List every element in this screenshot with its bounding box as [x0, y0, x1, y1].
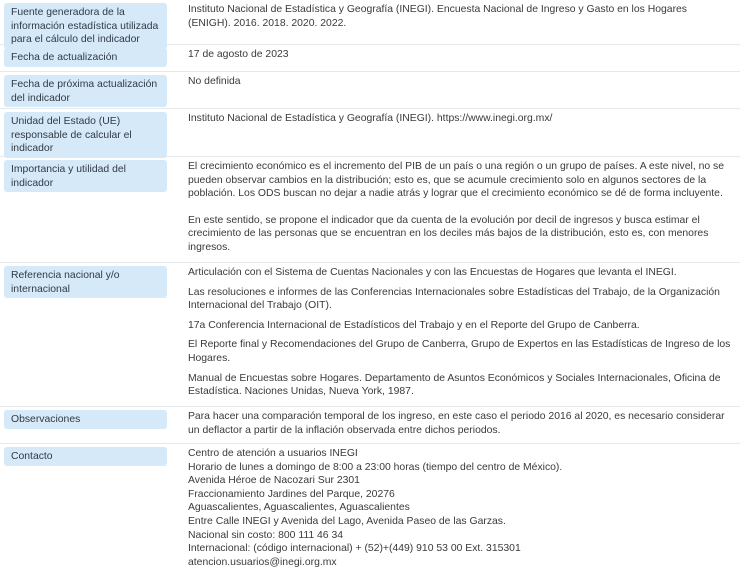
label-contacto: Contacto	[4, 447, 167, 466]
value-proxima-actualizacion: No definida	[188, 76, 241, 87]
contacto-line: Aguascalientes, Aguascalientes, Aguascalientes	[188, 502, 410, 514]
label-referencia: Referencia nacional y/o internacional	[4, 266, 167, 298]
value-fuente: Instituto Nacional de Estadística y Geografía (INEGI). Encuesta Nacional de Ingreso y Gasto en los Hogares (ENIGH). 2016. 2018. 2020. 2022.	[188, 4, 688, 29]
contacto-line: Horario de lunes a domingo de 8:00 a 23:00 horas (tiempo del centro de México).	[188, 461, 563, 473]
referencia-item: El Reporte final y Recomendaciones del Grupo de Canberra, Grupo de Expertos en las Estadísticas de Ingreso de los Hogares.	[188, 339, 731, 364]
value-unidad-estado: Instituto Nacional de Estadística y Geografía (INEGI). https://www.inegi.org.mx/	[188, 113, 553, 124]
contacto-email[interactable]: atencion.usuarios@inegi.org.mx	[188, 556, 337, 568]
contacto-line: Entre Calle INEGI y Avenida del Lago, Avenida Paseo de las Garzas.	[188, 515, 506, 527]
contacto-line: Internacional: (código internacional) + (52)+(449) 910 53 00 Ext. 315301	[188, 543, 521, 555]
importancia-paragraph-1: El crecimiento económico es el incremento del PIB de un país o una región o un grupo de países. A este nivel, no se pueden observar cambios en la distribución; esto es, que se acumule crecimiento solo en algunos sectores de la población. Los ODS buscan no dejar a nadie atrás y lograr que el crecimiento económico se dé de forma incluyente.	[188, 161, 725, 200]
row-fuente	[0, 0, 740, 45]
row-fecha-actualizacion	[0, 45, 740, 72]
contacto-line: Centro de atención a usuarios INEGI	[188, 448, 358, 459]
value-observaciones: Para hacer una comparación temporal de los ingreso, en este caso el periodo 2016 al 2020, es necesario considerar un deflactor a partir de la inflación observada entre dichos periodos.	[188, 411, 725, 436]
row-proxima-actualizacion	[0, 72, 740, 109]
referencia-item: Manual de Encuestas sobre Hogares. Departamento de Asuntos Económicos y Sociales Internacionales, Oficina de Estadística. Naciones Unidas, Nueva York, 1987.	[188, 372, 721, 398]
label-fuente: Fuente generadora de la información estadística utilizada para el cálculo del indicador	[4, 3, 167, 49]
row-referencia	[0, 263, 740, 407]
referencia-item: Articulación con el Sistema de Cuentas Nacionales y con las Encuestas de Hogares que levanta el INEGI.	[188, 267, 677, 278]
contacto-line: Avenida Héroe de Nacozari Sur 2301	[188, 475, 360, 487]
importancia-paragraph-2: En este sentido, se propone el indicador que da cuenta de la evolución por decil de ingresos y busca estimar el crecimiento de las personas que se encuentran en los deciles más bajos de la distribución, esto es, con menores ingresos.	[188, 214, 709, 253]
row-contacto	[0, 444, 740, 576]
referencia-item: Las resoluciones e informes de las Conferencias Internacionales sobre Estadísticas del Trabajo, de la Organización Internacional del Trabajo (OIT).	[188, 286, 720, 312]
value-fecha-actualizacion: 17 de agosto de 2023	[188, 49, 289, 60]
label-proxima-actualizacion: Fecha de próxima actualización del indicador	[4, 75, 167, 107]
contacto-line: Fraccionamiento Jardines del Parque, 20276	[188, 488, 395, 500]
label-unidad-estado: Unidad del Estado (UE) responsable de calcular el indicador	[4, 112, 167, 158]
contacto-line: Nacional sin costo: 800 111 46 34	[188, 529, 344, 541]
label-fecha-actualizacion: Fecha de actualización	[4, 48, 167, 67]
row-unidad-estado	[0, 109, 740, 157]
label-importancia: Importancia y utilidad del indicador	[4, 160, 167, 192]
row-observaciones	[0, 407, 740, 444]
row-importancia	[0, 157, 740, 263]
referencia-item: 17a Conferencia Internacional de Estadísticos del Trabajo y en el Reporte del Grupo de Canberra.	[188, 319, 640, 331]
label-observaciones: Observaciones	[4, 410, 167, 429]
